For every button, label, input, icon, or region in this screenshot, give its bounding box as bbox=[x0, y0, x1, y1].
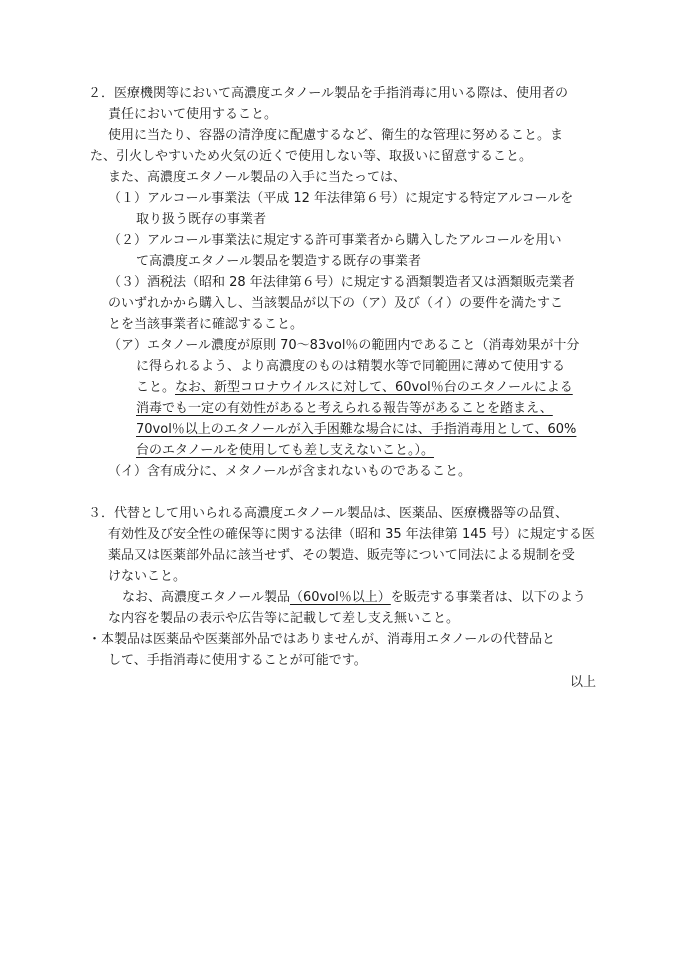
underlined-text: 70vol％以上のエタノールが入手困難な場合には、手指消毒用として、60% bbox=[136, 422, 577, 437]
list-item-3-cont: とを当該事業者に確認すること。 bbox=[108, 317, 304, 332]
paragraph-line: な内容を製品の表示や広告等に記載して差し支え無いこと。 bbox=[108, 611, 460, 626]
closing-text: 以上 bbox=[569, 675, 596, 690]
list-item-1-cont: 取り扱う既存の事業者 bbox=[136, 212, 267, 227]
list-item-3: （３）酒税法（昭和 28 年法律第６号）に規定する酒類製造者又は酒類販売業者 bbox=[108, 275, 575, 290]
requirement-a-cont: に得られるよう、より高濃度のものは精製水等で同範囲に薄めて使用する bbox=[136, 359, 566, 374]
paragraph-line: 有効性及び安全性の確保等に関する法律（昭和 35 年法律第 145 号）に規定する医 bbox=[108, 527, 595, 542]
paragraph-line: 責任において使用すること。 bbox=[108, 107, 278, 122]
requirement-a: （ア）エタノール濃度が原則 70～83vol％の範囲内であること（消毒効果が十分 bbox=[108, 338, 580, 353]
paragraph-line: た、引火しやすいため火気の近くで使用しない等、取扱いに留意すること。 bbox=[90, 149, 533, 164]
underlined-text: 台のエタノールを使用しても差し支えないこと。）。 bbox=[136, 443, 434, 458]
text-plain: こと。 bbox=[136, 380, 176, 395]
text-plain: を販売する事業者は、以下のよう bbox=[390, 590, 586, 605]
paragraph-line: けないこと。 bbox=[108, 569, 187, 584]
paragraph-line: 薬品又は医薬部外品に該当せず、その製造、販売等について同法による規制を受 bbox=[108, 548, 575, 563]
requirement-b: （イ）含有成分に、メタノールが含まれないものであること。 bbox=[108, 464, 471, 479]
paragraph-line: また、高濃度エタノール製品の入手に当たっては、 bbox=[108, 170, 406, 185]
list-item-2: （２）アルコール事業法に規定する許可事業者から購入したアルコールを用い bbox=[108, 233, 562, 248]
requirement-a-cont bbox=[136, 380, 606, 396]
list-item-3-cont: のいずれかから購入し、当該製品が以下の（ア）及び（イ）の要件を満たすこ bbox=[108, 296, 564, 311]
list-item-2-cont: て高濃度エタノール製品を製造する既存の事業者 bbox=[136, 254, 421, 269]
paragraph-line: 使用に当たり、容器の清浄度に配慮するなど、衛生的な管理に努めること。ま bbox=[108, 128, 564, 143]
paragraph-line bbox=[122, 590, 608, 606]
section-3-heading: ３．代替として用いられる高濃度エタノール製品は、医薬品、医療機器等の品質、 bbox=[88, 506, 568, 521]
list-item-1: （１）アルコール事業法（平成 12 年法律第６号）に規定する特定アルコールを bbox=[108, 191, 574, 206]
text-plain: なお、高濃度エタノール製品 bbox=[122, 590, 290, 605]
underlined-text: なお、新型コロナウイルスに対して、60vol％台のエタノールによる bbox=[175, 380, 573, 395]
section-2-heading: ２．医療機関等において高濃度エタノール製品を手指消毒に用いる際は、使用者の bbox=[88, 86, 568, 101]
bullet-item: ・本製品は医薬品や医薬部外品ではありませんが、消毒用エタノールの代替品と bbox=[88, 632, 555, 647]
underlined-text: （60vol％以上） bbox=[289, 590, 391, 605]
bullet-item-cont: して、手指消毒に使用することが可能です。 bbox=[108, 653, 367, 668]
underlined-text: 消毒でも一定の有効性があると考えられる報告等があることを踏まえ、 bbox=[136, 401, 553, 416]
